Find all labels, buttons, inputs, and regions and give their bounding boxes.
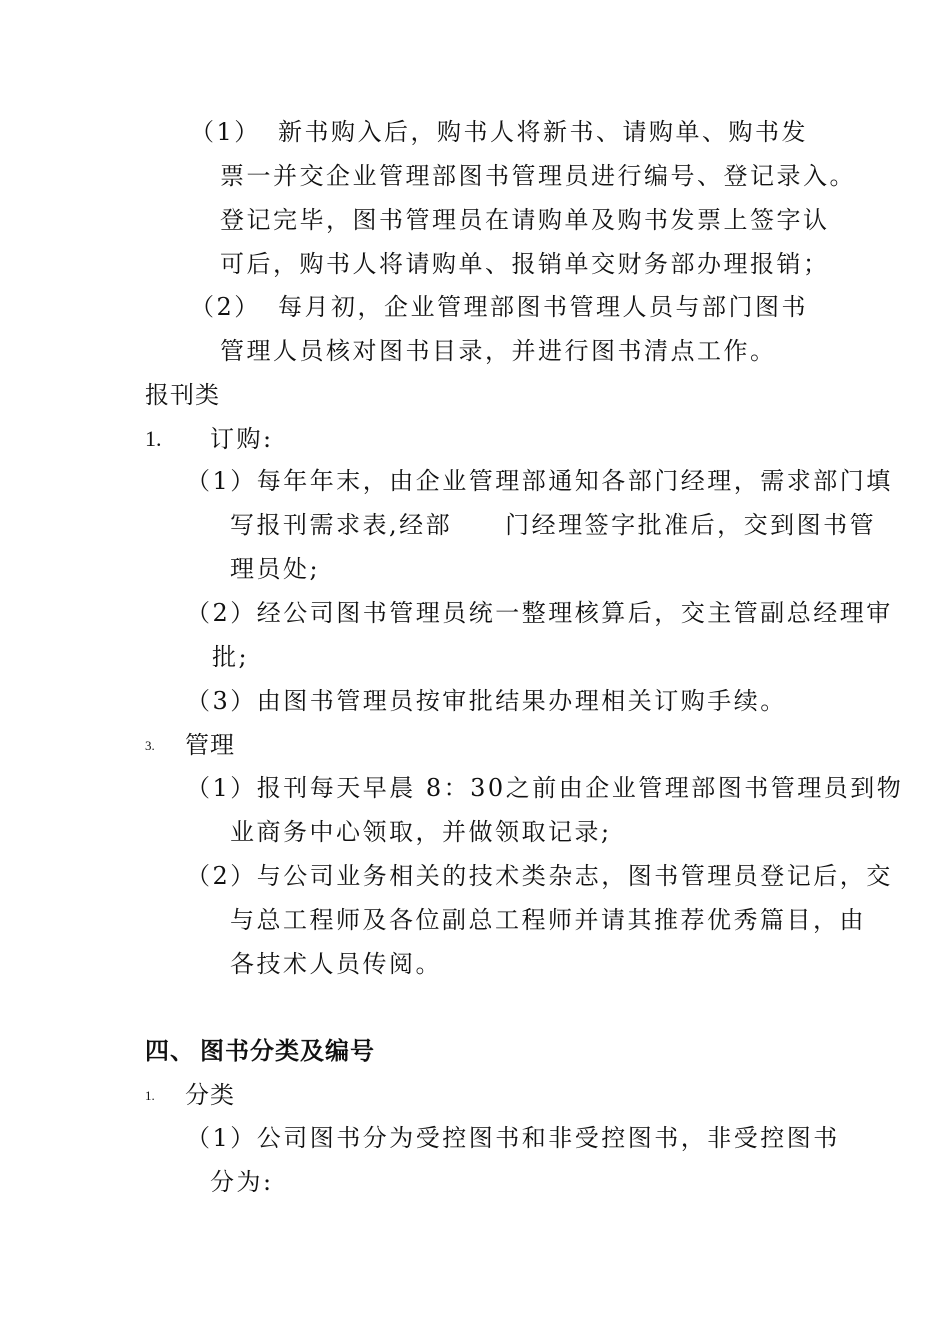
books-item1-line3: 登记完毕，图书管理员在请购单及购书发票上签字认 [220,206,830,234]
manage-item2-line3: 各技术人员传阅。 [230,950,442,978]
manage-number: 3. [145,738,155,753]
books-item1-line1: 新书购入后，购书人将新书、请购单、购书发 [278,118,808,146]
manage-label: 管理 [185,731,235,759]
order-label: 订购: [210,425,274,453]
section4-number: 四、 [145,1037,195,1065]
order-item1-line3: 理员处; [230,555,321,583]
manage-item2-line1: （2）与公司业务相关的技术类杂志，图书管理员登记后，交 [186,862,893,890]
manage-item2-line2: 与总工程师及各位副总工程师并请其推荐优秀篇目，由 [230,906,866,934]
order-item2-line1: （2）经公司图书管理员统一整理核算后，交主管副总经理审 [186,599,893,627]
order-item1-line1: （1）每年年末，由企业管理部通知各部门经理，需求部门填 [186,467,893,495]
books-item2-line1: 每月初，企业管理部图书管理人员与部门图书 [278,293,808,321]
order-number: 1. [145,426,162,451]
order-item2-line2: 批; [212,643,250,671]
order-item1-line2: 写报刊需求表,经部 门经理签字批准后，交到图书管 [230,511,877,539]
books-item2-line2: 管理人员核对图书目录，并进行图书清点工作。 [220,337,777,365]
classification-number: 1. [145,1088,155,1103]
section4-title: 图书分类及编号 [200,1037,375,1065]
classification-item1-line2: 分为: [210,1168,274,1196]
periodicals-title: 报刊类 [145,381,220,409]
order-item3-line1: （3）由图书管理员按审批结果办理相关订购手续。 [186,687,787,715]
manage-item1-line2: 业商务中心领取，并做领取记录; [230,818,612,846]
manage-item1-line1: （1）报刊每天早晨 8：30之前由企业管理部图书管理员到物 [186,774,904,802]
books-item1-line4: 可后，购书人将请购单、报销单交财务部办理报销； [220,250,830,278]
classification-label: 分类 [185,1081,235,1109]
books-item1-line2: 票一并交企业管理部图书管理员进行编号、登记录入。 [220,162,856,190]
classification-item1-line1: （1）公司图书分为受控图书和非受控图书，非受控图书 [186,1124,840,1152]
books-item1-marker: （1） [190,118,261,146]
books-item2-marker: （2） [190,293,261,321]
